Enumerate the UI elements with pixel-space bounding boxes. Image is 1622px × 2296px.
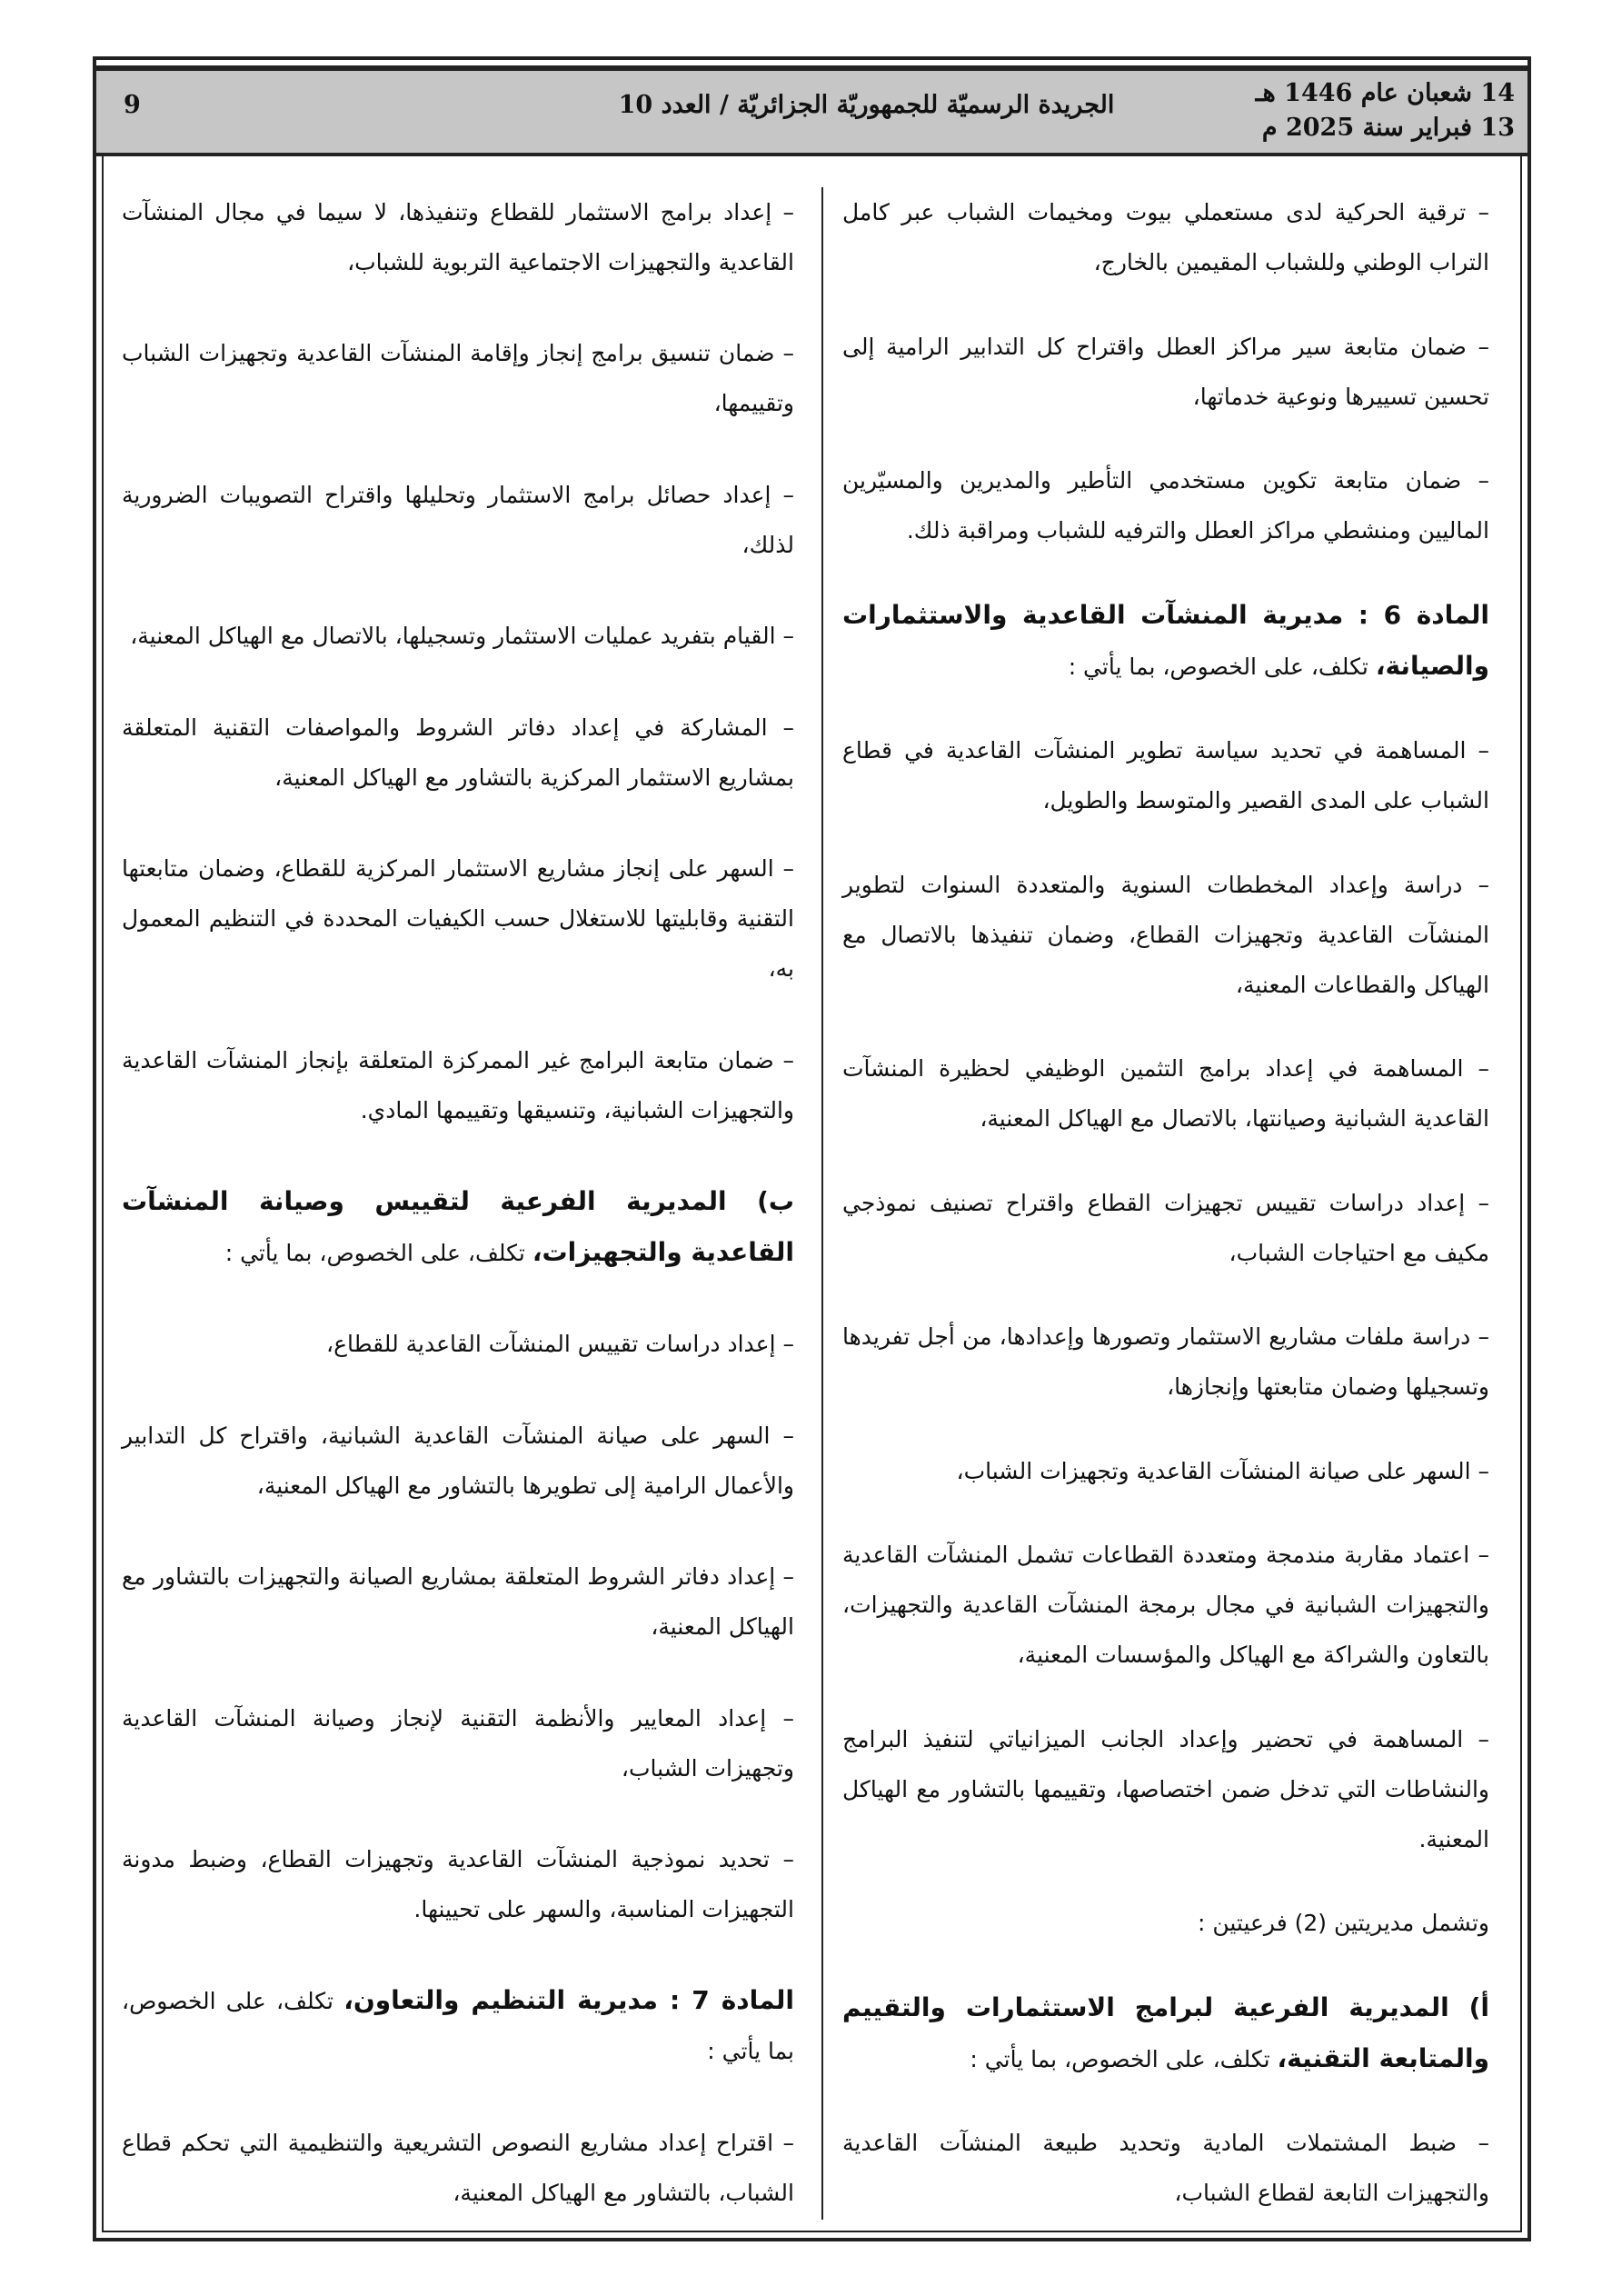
bold-heading: أ) المديرية الفرعية لبرامج الاستثمارات والتقييم والمتابعة التقنية، <box>842 1992 1489 2073</box>
article-heading-paragraph <box>842 1982 1489 2084</box>
article-heading-paragraph <box>122 1975 794 2076</box>
paragraph-text: – ترقية الحركية لدى مستعملي بيوت ومخيمات الشباب عبر كامل التراب الوطني وللشباب المقيمين بالخارج، <box>842 199 1489 275</box>
paragraph <box>122 470 794 570</box>
paragraph <box>842 455 1489 555</box>
paragraph-text: – ضمان تنسيق برامج إنجاز وإقامة المنشآت القاعدية وتجهيزات الشباب وتقييمها، <box>122 340 794 417</box>
paragraph <box>842 1714 1489 1864</box>
paragraph-text: – القيام بتفريد عمليات الاستثمار وتسجيلها، بالاتصال مع الهياكل المعنية، <box>130 623 794 650</box>
paragraph <box>122 611 794 661</box>
paragraph-text: – المساهمة في إعداد برامج التثمين الوظيفي لحظيرة المنشآت القاعدية الشبانية وصيانتها، بالاتصال مع الهياكل المعنية، <box>842 1055 1489 1132</box>
article-heading-paragraph <box>842 590 1489 692</box>
paragraph <box>842 1312 1489 1412</box>
gazette-header <box>96 65 1527 156</box>
paragraph <box>842 860 1489 1010</box>
bold-heading: المادة 7 : مديرية التنظيم والتعاون، <box>343 1985 794 2016</box>
page-number: 9 <box>124 91 141 119</box>
paragraph-text: – المشاركة في إعداد دفاتر الشروط والمواصفات التقنية المتعلقة بمشاريع الاستثمار المركزية بالتشاور مع الهياكل المعنية، <box>122 714 794 791</box>
paragraph-text: تكلف، على الخصوص، بما يأتي : <box>1068 653 1376 680</box>
paragraph-text: – ضمان متابعة البرامج غير الممركزة المتعلقة بإنجاز المنشآت القاعدية والتجهيزات الشبانية، وتنسيقها وتقييمها المادي. <box>122 1046 794 1123</box>
paragraph <box>842 322 1489 422</box>
page-frame <box>93 56 1531 2241</box>
paragraph <box>842 725 1489 825</box>
paragraph <box>842 1898 1489 1948</box>
paragraph-text: – ضمان متابعة سير مراكز العطل واقتراح كل التدابير الرامية إلى تحسين تسييرها ونوعية خدماتها، <box>842 333 1489 410</box>
paragraph <box>122 1035 794 1135</box>
paragraph-text: – إعداد دفاتر الشروط المتعلقة بمشاريع الصيانة والتجهيزات بالتشاور مع الهياكل المعنية، <box>122 1563 794 1641</box>
paragraph <box>122 2118 794 2218</box>
paragraph-text: – السهر على صيانة المنشآت القاعدية الشبانية، واقتراح كل التدابير والأعمال الرامية إلى تطويرها بالتشاور مع الهياكل المعنية، <box>122 1422 794 1499</box>
gregorian-date: 13 فبراير سنة 2025 م <box>1261 114 1515 142</box>
right-column <box>842 187 1489 2218</box>
paragraph <box>842 2118 1489 2218</box>
paragraph <box>842 1043 1489 1143</box>
paragraph-text: – اقتراح إعداد مشاريع النصوص التشريعية والتنظيمية التي تحكم قطاع الشباب، بالتشاور مع الهياكل المعنية، <box>122 2129 794 2206</box>
paragraph-text: وتشمل مديريتين (2) فرعيتين : <box>1197 1910 1489 1936</box>
paragraph-text: تكلف، على الخصوص، بما يأتي : <box>970 2045 1278 2072</box>
paragraph-text: – إعداد حصائل برامج الاستثمار وتحليلها واقتراح التصويبات الضرورية لذلك، <box>122 481 794 558</box>
hijri-date: 14 شعبان عام 1446 هـ <box>1255 79 1515 107</box>
paragraph <box>122 1319 794 1369</box>
paragraph-text: – المساهمة في تحديد سياسة تطوير المنشآت القاعدية في قطاع الشباب على المدى القصير والمتوسط والطويل، <box>842 737 1489 814</box>
paragraph-text: تكلف، على الخصوص، بما يأتي : <box>122 1988 794 2065</box>
paragraph-text: – دراسة وإعداد المخططات السنوية والمتعددة السنوات لتطوير المنشآت القاعدية وتجهيزات القطاع، وضمان تنفيذها بالاتصال مع الهياكل والقطاعات المعنية، <box>842 871 1489 998</box>
paragraph <box>122 703 794 803</box>
paragraph-text: – دراسة ملفات مشاريع الاستثمار وتصورها وإعدادها، من أجل تفريدها وتسجيلها وضمان متابعتها وإنجازها، <box>842 1323 1489 1400</box>
paragraph-text: – اعتماد مقاربة مندمجة ومتعددة القطاعات تشمل المنشآت القاعدية والتجهيزات الشبانية في مجال برمجة المنشآت القاعدية والتجهيزات، بالتعاون والشراكة مع الهياكل والمؤسسات المعنية، <box>842 1542 1489 1668</box>
paragraph <box>842 1178 1489 1278</box>
paragraph <box>122 187 794 287</box>
paragraph-text: – إعداد دراسات تقييس تجهيزات القطاع واقتراح تصنيف نموذجي مكيف مع احتياجات الشباب، <box>842 1189 1489 1266</box>
paragraph <box>122 1552 794 1652</box>
paragraph <box>842 1446 1489 1496</box>
paragraph-text: – السهر على صيانة المنشآت القاعدية وتجهيزات الشباب، <box>956 1457 1489 1484</box>
paragraph <box>122 844 794 993</box>
paragraph <box>122 1411 794 1511</box>
bold-heading: المادة 6 : مديرية المنشآت القاعدية والاستثمارات والصيانة، <box>842 599 1489 681</box>
paragraph <box>122 1834 794 1934</box>
paragraph-text: – إعداد برامج الاستثمار للقطاع وتنفيذها، لا سيما في مجال المنشآت القاعدية والتجهيزات الاجتماعية التربوية للشباب، <box>122 199 794 275</box>
paragraph-text: – ضبط المشتملات المادية وتحديد طبيعة المنشآت القاعدية والتجهيزات التابعة لقطاع الشباب، <box>842 2130 1489 2206</box>
paragraph-text: – المساهمة في تحضير وإعداد الجانب الميزانياتي لتنفيذ البرامج والنشاطات التي تدخل ضمن اختصاصها، وتقييمها بالتشاور مع الهياكل المعنية. <box>842 1725 1489 1852</box>
paragraph-text: – إعداد دراسات تقييس المنشآت القاعدية للقطاع، <box>326 1331 794 1358</box>
paragraph-text: – السهر على إنجاز مشاريع الاستثمار المركزية للقطاع، وضمان متابعتها التقنية وقابليتها للاستغلال حسب الكيفيات المحددة في التنظيم المعمول به، <box>122 855 794 983</box>
bold-heading: ب) المديرية الفرعية لتقييس وصيانة المنشآت القاعدية والتجهيزات، <box>122 1185 794 1267</box>
paragraph-text: – ضمان متابعة تكوين مستخدمي التأطير والمديرين والمسيّرين الماليين ومنشطي مراكز العطل والترفيه للشباب ومراقبة ذلك. <box>842 467 1489 544</box>
paragraph-text: – تحديد نموذجية المنشآت القاعدية وتجهيزات القطاع، وضبط مدونة التجهيزات المناسبة، والسهر على تحيينها. <box>122 1846 794 1923</box>
paragraph-text: تكلف، على الخصوص، بما يأتي : <box>224 1239 532 1266</box>
paragraph <box>122 1693 794 1793</box>
paragraph-text: – إعداد المعايير والأنظمة التقنية لإنجاز وصيانة المنشآت القاعدية وتجهيزات الشباب، <box>122 1704 794 1782</box>
paragraph <box>122 328 794 428</box>
paragraph <box>842 1530 1489 1680</box>
paragraph <box>842 187 1489 287</box>
column-divider <box>821 187 823 2220</box>
article-heading-paragraph <box>122 1176 794 1278</box>
gazette-title: الجريدة الرسميّة للجمهوريّة الجزائريّة / العدد 10 <box>618 91 1115 119</box>
left-column <box>122 187 794 2218</box>
